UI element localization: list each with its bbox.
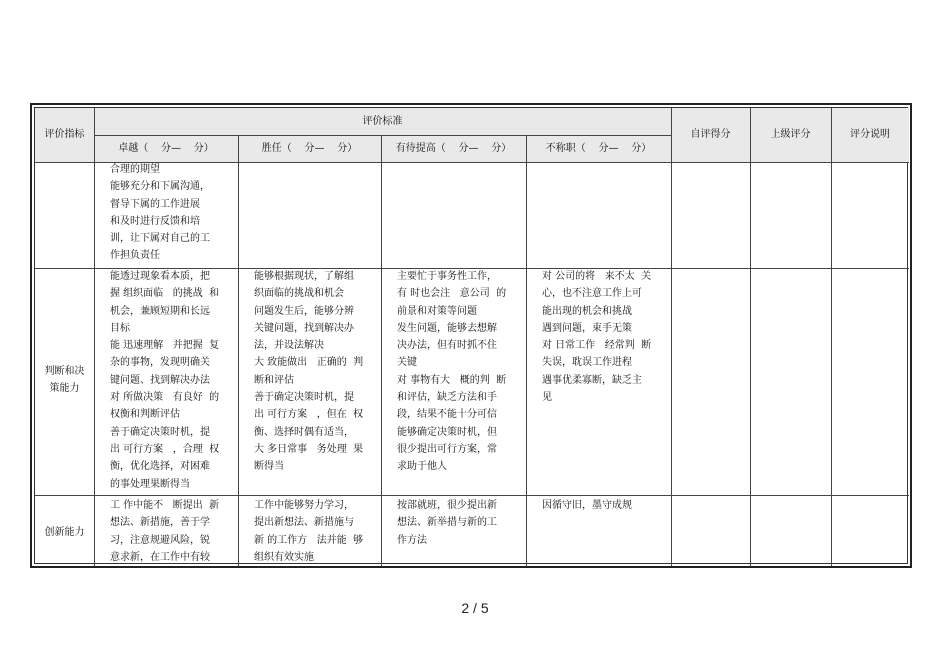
rule-col-competent [381,135,382,566]
row1-excellent-text: 合理的期望 能够充分和下属沟通， 督导下属的工作进展 和及时进行反馈和培 训，让下属对自己的工 作担负责任 [110,164,210,262]
header-indicator: 评价指标 [44,129,85,140]
row3-excellent-text: 工 作中能不 断提出 新 想法、新措施，善于学 习，注意规避风险，锐 意求新，在工作中有较 [110,500,220,563]
rule-col-self [750,108,751,566]
row3-competent-text: 工作中能够努力学习， 提出新想法、新措施与 新 的工作方 法并能 够 组织有效实施 [254,500,364,563]
row2-competent-text: 能够根据现状，了解组 织面临的挑战和机会 问题发生后，能够分辨 关键问题，找到解决办 法，并设法解决 大 致能做出 正确的 判 断和评估 善于确定决策时机，提 出 可行方案 ，但在 权 衡、选择时偶有适当， 大 多日常事 务处理 果 断得当 [254,271,364,473]
header-self-score: 自评得分 [690,129,731,140]
header-standard: 评价标准 [362,116,403,127]
evaluation-table [30,103,912,568]
row2-excellent-text: 能透过现象看本质，把 握 组织面临 的挑战 和 机会，兼顾短期和长远 目标 能 迅速理解 并把握 复 杂的事物，发现明确关 键问题、找到解决办法 对 所做决策 有良好 的 权衡和判断评估 善于确定决策时机，提 出 可行方案 ，合理 权 衡，优化选择，对困难 的事处理果断得当 [110,271,220,490]
row3-unqualified-text: 因循守旧，墨守成规 [542,500,632,511]
header-level-improve: 有待提高（ 分— 分） [395,143,512,154]
rule-row2-bottom [35,495,909,496]
header-score-note: 评分说明 [850,129,890,140]
row3-improve-text: 按部就班，很少提出新 想法、新举措与新的工 作方法 [397,500,497,546]
rule-col-improve [526,135,527,566]
header-superior-score: 上级评分 [770,129,811,140]
rule-col-indicator [94,108,95,566]
rule-col-unqualified [671,108,672,566]
header-level-excellent: 卓越（ 分— 分） [118,143,214,154]
rule-col-excellent [238,135,239,566]
row2-improve-text: 主要忙于事务性工作， 有 时也会注 意公司 的 前景和对策等问题 发生问题，能够去想解 决办法，但有时抓不住 关键 对 事物有大 概的判 断 和评估，缺乏方法和手 段，结果不能十分可信 能够确定决策时机，但 很少提出可行方案，常 求助于他人 [397,271,507,473]
rule-col-superior [831,108,832,566]
rule-header-split [94,135,671,136]
row3-indicator: 创新能力 [44,527,85,538]
header-level-unqualified: 不称职（ 分— 分） [545,143,652,154]
row2-indicator: 判断和决 策能力 [44,366,85,395]
row2-unqualified-text: 对 公司的将 来不太 关 心，也不注意工作上可 能出现的机会和挑战 遇到问题，束手无策 对 日常工作 经常判 断 失误，耽误工作进程 遇事优柔寡断，缺乏主 见 [542,271,652,404]
header-level-competent: 胜任（ 分— 分） [261,143,358,154]
page-number: 2 / 5 [461,600,489,616]
